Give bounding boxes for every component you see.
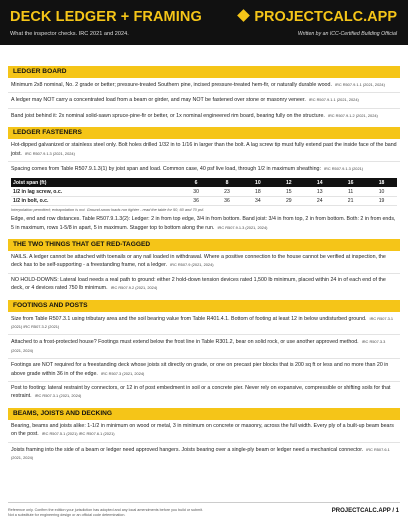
table-cell: 18 <box>242 187 273 196</box>
table-header-row <box>11 178 397 187</box>
table-cell: 19 <box>366 196 397 205</box>
page-header <box>0 0 408 45</box>
code-reference: IRC R507.9.1.1 (2021, 2024) <box>308 97 359 103</box>
footer-divider <box>8 502 400 503</box>
table-cell: 11 <box>335 187 366 196</box>
item-text: Joists framing into the side of a beam or ledger need approved hangers. Joists bearing over a single-ply beam or ledger need a mechanical connector. <box>11 446 364 453</box>
item-text: Hot-dipped galvanized or stainless steel only. Bolt holes drilled 1/32 in to 1/16 in larger than the bolt. A lag screw tip must fully extend past the inside face of the band joist. <box>11 142 397 157</box>
table-cell: 34 <box>242 196 273 205</box>
section-heading: FOOTINGS AND POSTS <box>8 300 400 312</box>
section-heading: LEDGER FASTENERS <box>8 127 400 139</box>
code-reference: IRC R507.9 (2021, 2024) <box>170 262 214 268</box>
section-footings-posts <box>8 300 400 404</box>
item-text: Post to footing: lateral restraint by connectors, or 12 in of post embedment in soil or a concrete pier. Never rely on expansive, compressible or shifting soils for that restraint. <box>11 385 391 400</box>
page-number: PROJECTCALC.APP / 1 <box>331 508 399 514</box>
table-cell: 13 <box>304 187 335 196</box>
table-cell: 21 <box>335 196 366 205</box>
diamond-icon <box>238 9 251 22</box>
column-header: 6 <box>181 178 212 187</box>
section-heading: THE TWO THINGS THAT GET RED-TAGGED <box>8 239 400 251</box>
table-cell: 10 <box>366 187 397 196</box>
table-cell: 15 <box>273 187 304 196</box>
list-item <box>8 162 400 176</box>
table-cell: 29 <box>273 196 304 205</box>
column-header: 18 <box>366 178 397 187</box>
section-heading: BEAMS, JOISTS AND DECKING <box>8 408 400 420</box>
list-item <box>8 93 400 108</box>
code-reference: IRC R507.9.1.3 (2021, 2024) <box>217 224 268 230</box>
item-text: Band joist behind it: 2x nominal solid-sawn spruce-pine-fir or better, or 1x nominal engineered rim board, bearing fully on the structure. <box>11 112 325 119</box>
disclaimer-line: Reference only. Confirm the edition your jurisdiction has adopted and any local amendments before you build or submit. <box>8 508 204 512</box>
table-cell: 23 <box>212 187 243 196</box>
list-item <box>8 213 400 235</box>
item-text: A ledger may NOT carry a concentrated load from a beam or girder, and may NOT be fastened over stone or masonry veneer. <box>11 97 306 104</box>
table-cell: 1/2 in bolt, o.c. <box>11 196 181 205</box>
item-text: Edge, end and row distances. Table R507.9.1.3(2): Ledger: 2 in from top edge, 3/4 in from bottom. Band joist: 3/4 in from top, 2 in from bottom. Both: 2 in from ends, 5 in maximum, rows 1-5/8 in apart, 5 in maximum. Stagger top to bottom along the run. <box>11 216 396 231</box>
code-reference: IRC R507.6.1 (2021, 2024) <box>11 446 390 461</box>
item-text: Spacing comes from Table R507.9.1.3(1) by joist span and load. Common case, 40 psf live load, through 1/2 in maximum sheathing: <box>11 166 321 173</box>
document-subtitle: What the inspector checks. IRC 2021 and 2024. <box>10 31 129 37</box>
section-ledger-board <box>8 66 400 123</box>
code-reference: IRC R507.3.1 (2021) IRC R507.3.2 (2021) <box>11 315 394 330</box>
list-item <box>8 443 400 466</box>
code-reference: IRC R507.9.1.3 (2021) <box>323 166 364 172</box>
list-item <box>8 251 400 274</box>
list-item <box>8 420 400 443</box>
item-text: Footings are NOT required for a freestanding deck whose joists sit directly on grade, or one on precast pier blocks that is 200 sq ft or less and no more than 20 in above grade within 36 in of the edge. <box>11 362 389 377</box>
list-item <box>8 109 400 123</box>
code-reference: IRC R507.9.1.2 (2021, 2024) <box>327 112 378 118</box>
list-item <box>8 335 400 359</box>
column-header: 12 <box>273 178 304 187</box>
disclaimer <box>8 508 308 518</box>
author-tagline: Written by an ICC-Certified Building Official <box>297 31 397 37</box>
item-text: NO HOLD-DOWNS: Lateral load needs a real path to ground: either 2 hold-down tension devices rated 1,500 lb minimum, placed within 24 in of each end of the deck, or 4 devices rated 750 lb minimum. <box>11 276 386 292</box>
code-reference: IRC R507.9.2 (2021, 2024) <box>110 285 158 291</box>
code-reference: IRC R507.3.1 (2021, 2024) <box>34 393 82 399</box>
list-item <box>8 382 400 404</box>
section-red-tag-items <box>8 239 400 296</box>
list-item <box>8 312 400 336</box>
column-header: Joist span (ft) <box>11 178 181 187</box>
table-cell: 36 <box>212 196 243 205</box>
list-item <box>8 78 400 93</box>
fastener-spacing-table <box>11 178 397 206</box>
item-text: Minimum 2x8 nominal, No. 2 grade or better; pressure-treated Southern pine, incised pressure-treated hem-fir, or naturally durable wood. <box>11 82 332 88</box>
item-text: NAILS. A ledger cannot be attached with toenails or any nail loaded in withdrawal. Where a positive connection to the house cannot be verified at inspection, the deck has to be self-supporting - a freestanding frame, not a ledger. <box>11 254 386 269</box>
column-header: 16 <box>335 178 366 187</box>
table-cell: 24 <box>304 196 335 205</box>
table-cell: 36 <box>181 196 212 205</box>
item-text: Bearing, beams and joists alike: 1-1/2 in minimum on wood or metal, 3 in minimum on concrete or masonry, across the full width. Every ply of a built-up beam bears on the post. <box>11 422 394 438</box>
table-note: Interpolation permitted; extrapolation is not. Ground-snow loads run tighter - read the table for 50, 60 and 70 psf. <box>11 207 205 213</box>
code-reference: IRC R507.9.1.1 (2021, 2024) <box>334 82 385 87</box>
list-item <box>8 359 400 382</box>
disclaimer-line: Not a substitute for engineering design or an official code determination. <box>8 513 126 517</box>
document-title: DECK LEDGER + FRAMING <box>10 9 202 25</box>
item-text: Attached to a frost-protected house? Footings must extend below the frost line in Table R301.2, bear on solid rock, or use another approved method. <box>11 339 359 346</box>
list-item <box>8 274 400 296</box>
section-heading: LEDGER BOARD <box>8 66 400 78</box>
table-row <box>11 196 397 205</box>
code-reference: IRC R507.3.3 (2021, 2024) <box>11 339 386 353</box>
brand-logo <box>239 9 397 25</box>
item-text: Size from Table R507.3.1 using tributary area and the soil bearing value from Table R401.4.1. Bottom of footing at least 12 in below undisturbed ground. <box>11 315 367 322</box>
code-reference: IRC R507.3 (2021, 2024) <box>100 370 145 376</box>
column-header: 10 <box>242 178 273 187</box>
code-reference: IRC R507.9.1.3 (2021, 2024) <box>24 150 75 156</box>
table-cell: 30 <box>181 187 212 196</box>
main-content <box>8 66 400 470</box>
code-reference: IRC R507.5.1 (2021) IRC R507.6.1 (2021) <box>41 431 115 437</box>
brand-name: PROJECTCALC.APP <box>254 9 397 25</box>
column-header: 14 <box>304 178 335 187</box>
section-beams-joists-decking <box>8 408 400 466</box>
list-item <box>8 139 400 162</box>
column-header: 8 <box>212 178 243 187</box>
table-row <box>11 187 397 196</box>
section-ledger-fasteners <box>8 127 400 235</box>
page-footer <box>0 498 408 528</box>
table-cell: 1/2 in lag screw, o.c. <box>11 187 181 196</box>
